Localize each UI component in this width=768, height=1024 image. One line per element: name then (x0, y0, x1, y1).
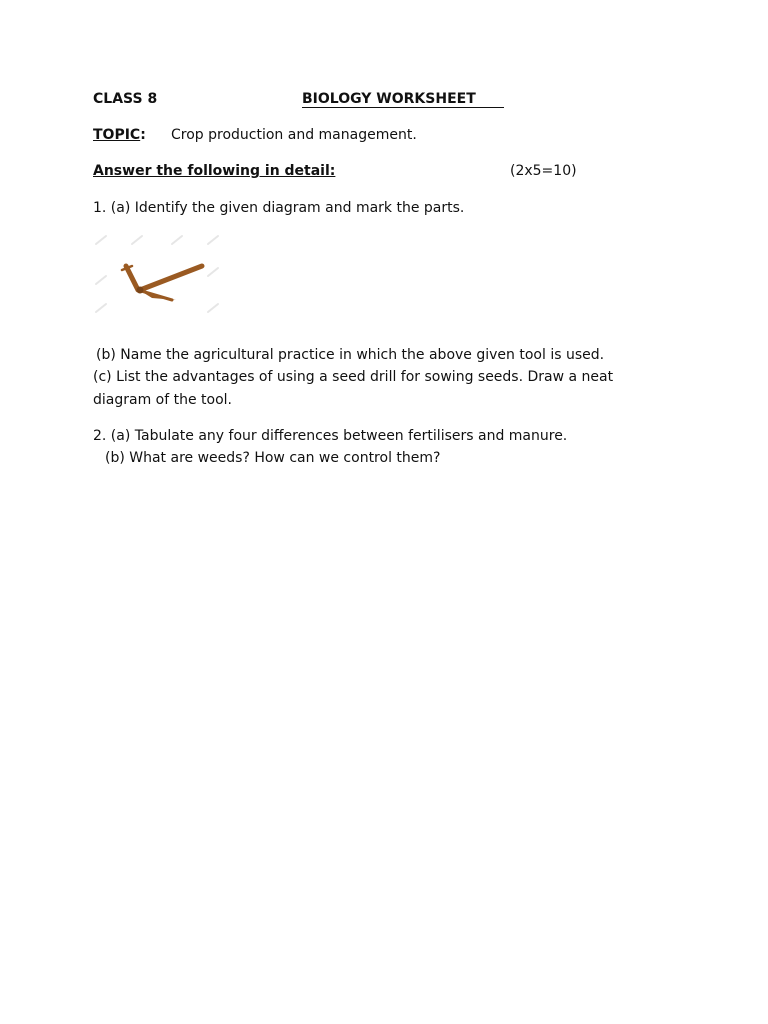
plough-figure (92, 232, 224, 316)
question-1c-line2: diagram of the tool. (93, 392, 232, 408)
class-label: CLASS 8 (93, 91, 158, 107)
question-1c-line1: (c) List the advantages of using a seed drill for sowing seeds. Draw a neat (93, 369, 614, 385)
question-2a: 2. (a) Tabulate any four differences between fertilisers and manure. (93, 428, 568, 444)
plough-icon (92, 232, 224, 316)
instructions-text: Answer the following in detail: (93, 163, 336, 179)
worksheet-title-text: BIOLOGY WORKSHEET (302, 91, 504, 108)
worksheet-title (302, 90, 504, 108)
question-1a: 1. (a) Identify the given diagram and mark the parts. (93, 200, 465, 216)
question-1b: (b) Name the agricultural practice in which the above given tool is used. (96, 347, 605, 363)
topic-label: TOPIC (93, 127, 141, 143)
topic-separator: : (140, 127, 146, 143)
question-2b: (b) What are weeds? How can we control them? (105, 450, 441, 466)
topic-text: Crop production and management. (171, 127, 417, 143)
marks-text: (2x5=10) (510, 163, 577, 179)
topic-line (93, 126, 146, 144)
